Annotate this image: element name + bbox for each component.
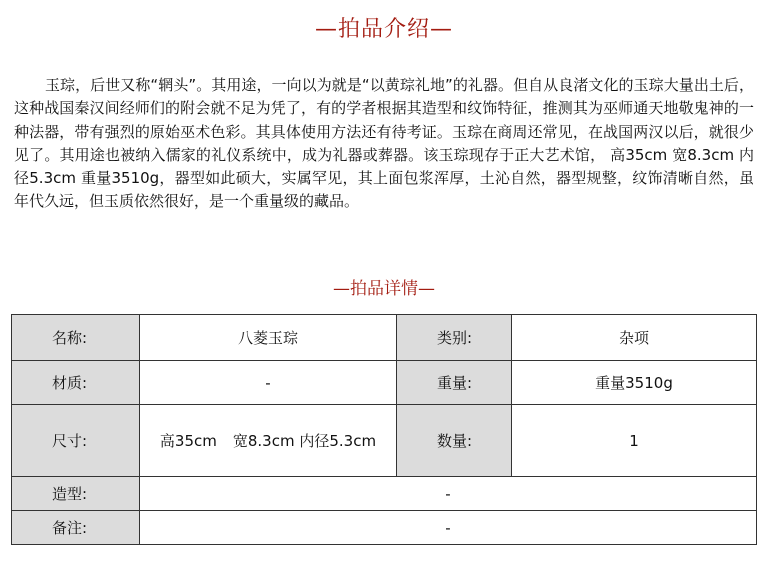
table-row xyxy=(12,361,757,405)
size-value xyxy=(140,405,397,477)
shape-label: 造型: xyxy=(12,477,140,511)
quantity-label: 数量: xyxy=(397,405,512,477)
table-row xyxy=(12,477,757,511)
material-label: 材质: xyxy=(12,361,140,405)
remark-value: - xyxy=(140,511,757,545)
size-width-inner: 宽8.3cm 内径5.3cm xyxy=(232,432,377,450)
weight-value: 重量3510g xyxy=(512,361,757,405)
size-label: 尺寸: xyxy=(12,405,140,477)
category-value: 杂项 xyxy=(512,315,757,361)
material-value: - xyxy=(140,361,397,405)
intro-section-title: —拍品介绍— xyxy=(314,17,453,42)
details-table xyxy=(11,314,757,545)
table-row xyxy=(12,511,757,545)
remark-label: 备注: xyxy=(12,511,140,545)
details-section-title: —拍品详情— xyxy=(333,279,435,299)
name-label: 名称: xyxy=(12,315,140,361)
name-value: 八菱玉琮 xyxy=(140,315,397,361)
size-height: 高35cm xyxy=(159,432,217,450)
intro-paragraph: 玉琮，后世又称“辋头”。其用途，一向以为就是“以黄琮礼地”的礼器。但自从良渚文化的玉琮大量出土后，这种战国秦汉间经师们的附会就不足为凭了，有的学者根据其造型和纹饰特征，推测其为巫师通天地敬鬼神的一种法器，带有强烈的原始巫术色彩。其具体使用方法还有待考证。玉琮在商周还常见，在战国两汉以后，就很少见了。其用途也被纳入儒家的礼仪系统中，成为礼器或葬器。该玉琮现存于正大艺术馆， 高35cm 宽8.3cm 内径5.3cm 重量3510g，器型如此硕大，实属罕见，其上面包浆浑厚，土沁自然，器型规整，纹饰清晰自然，虽年代久远，但玉质依然很好，是一个重量级的藏品。 xyxy=(14,76,754,211)
table-row xyxy=(12,315,757,361)
category-label: 类别: xyxy=(397,315,512,361)
quantity-value: 1 xyxy=(512,405,757,477)
table-row xyxy=(12,405,757,477)
shape-value: - xyxy=(140,477,757,511)
weight-label: 重量: xyxy=(397,361,512,405)
